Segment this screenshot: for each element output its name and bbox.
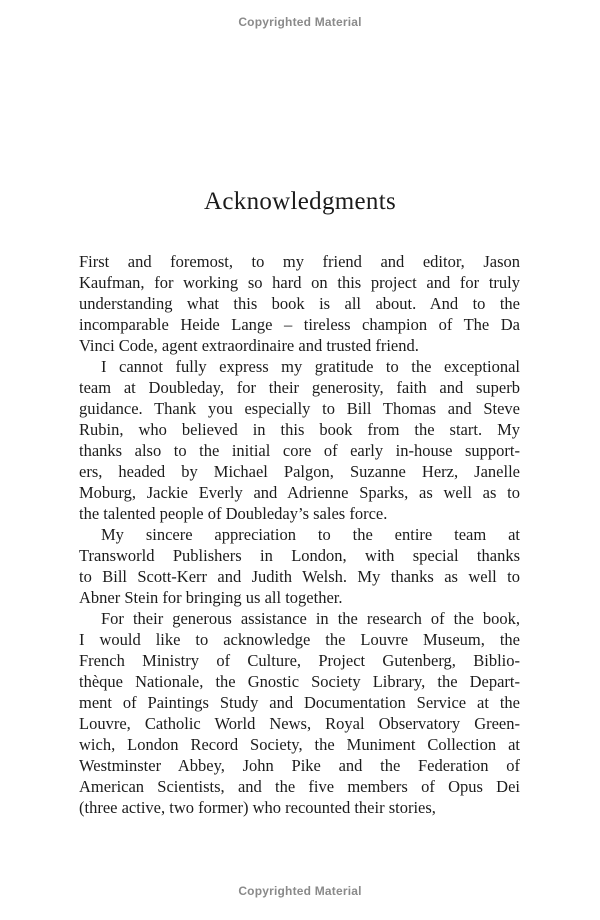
text-line: I cannot fully express my gratitude to the exceptional (101, 357, 520, 376)
text-line: Rubin, who believed in this book from the start. My (79, 420, 520, 439)
text-line: thèque Nationale, the Gnostic Society Library, the Depart- (79, 672, 520, 691)
text-line: guidance. Thank you especially to Bill Thomas and Steve (79, 399, 520, 418)
text-line: to Bill Scott-Kerr and Judith Welsh. My thanks as well to (79, 567, 520, 586)
text-line: Westminster Abbey, John Pike and the Federation of (79, 756, 520, 775)
text-line: ment of Paintings Study and Documentation Service at the (79, 693, 520, 712)
text-line: Vinci Code, agent extraordinaire and trusted friend. (79, 336, 419, 355)
text-line: I would like to acknowledge the Louvre Museum, the (79, 630, 520, 649)
copyright-banner-top: Copyrighted Material (238, 15, 362, 29)
text-line: wich, London Record Society, the Muniment Collection at (79, 735, 520, 754)
acknowledgments-body (79, 251, 520, 818)
page-title: Acknowledgments (204, 188, 396, 215)
text-line: incomparable Heide Lange – tireless champion of The Da (79, 315, 520, 334)
text-line: American Scientists, and the five members of Opus Dei (79, 777, 520, 796)
text-line: French Ministry of Culture, Project Gutenberg, Biblio- (79, 651, 520, 670)
text-line: understanding what this book is all about. And to the (79, 294, 520, 313)
text-line: First and foremost, to my friend and editor, Jason (79, 252, 520, 271)
text-line: thanks also to the initial core of early in-house support- (79, 441, 520, 460)
text-line: (three active, two former) who recounted their stories, (79, 798, 436, 817)
text-line: My sincere appreciation to the entire team at (101, 525, 520, 544)
text-line: Louvre, Catholic World News, Royal Observatory Green- (79, 714, 520, 733)
text-line: the talented people of Doubleday’s sales force. (79, 504, 388, 523)
text-line: team at Doubleday, for their generosity, faith and superb (79, 378, 520, 397)
text-line: Transworld Publishers in London, with special thanks (79, 546, 520, 565)
copyright-banner-bottom: Copyrighted Material (238, 884, 362, 898)
text-line: Kaufman, for working so hard on this project and for truly (79, 273, 520, 292)
text-line: For their generous assistance in the research of the book, (101, 609, 520, 628)
text-line: ers, headed by Michael Palgon, Suzanne Herz, Janelle (79, 462, 520, 481)
text-line: Moburg, Jackie Everly and Adrienne Sparks, as well as to (79, 483, 520, 502)
text-line: Abner Stein for bringing us all together. (79, 588, 343, 607)
